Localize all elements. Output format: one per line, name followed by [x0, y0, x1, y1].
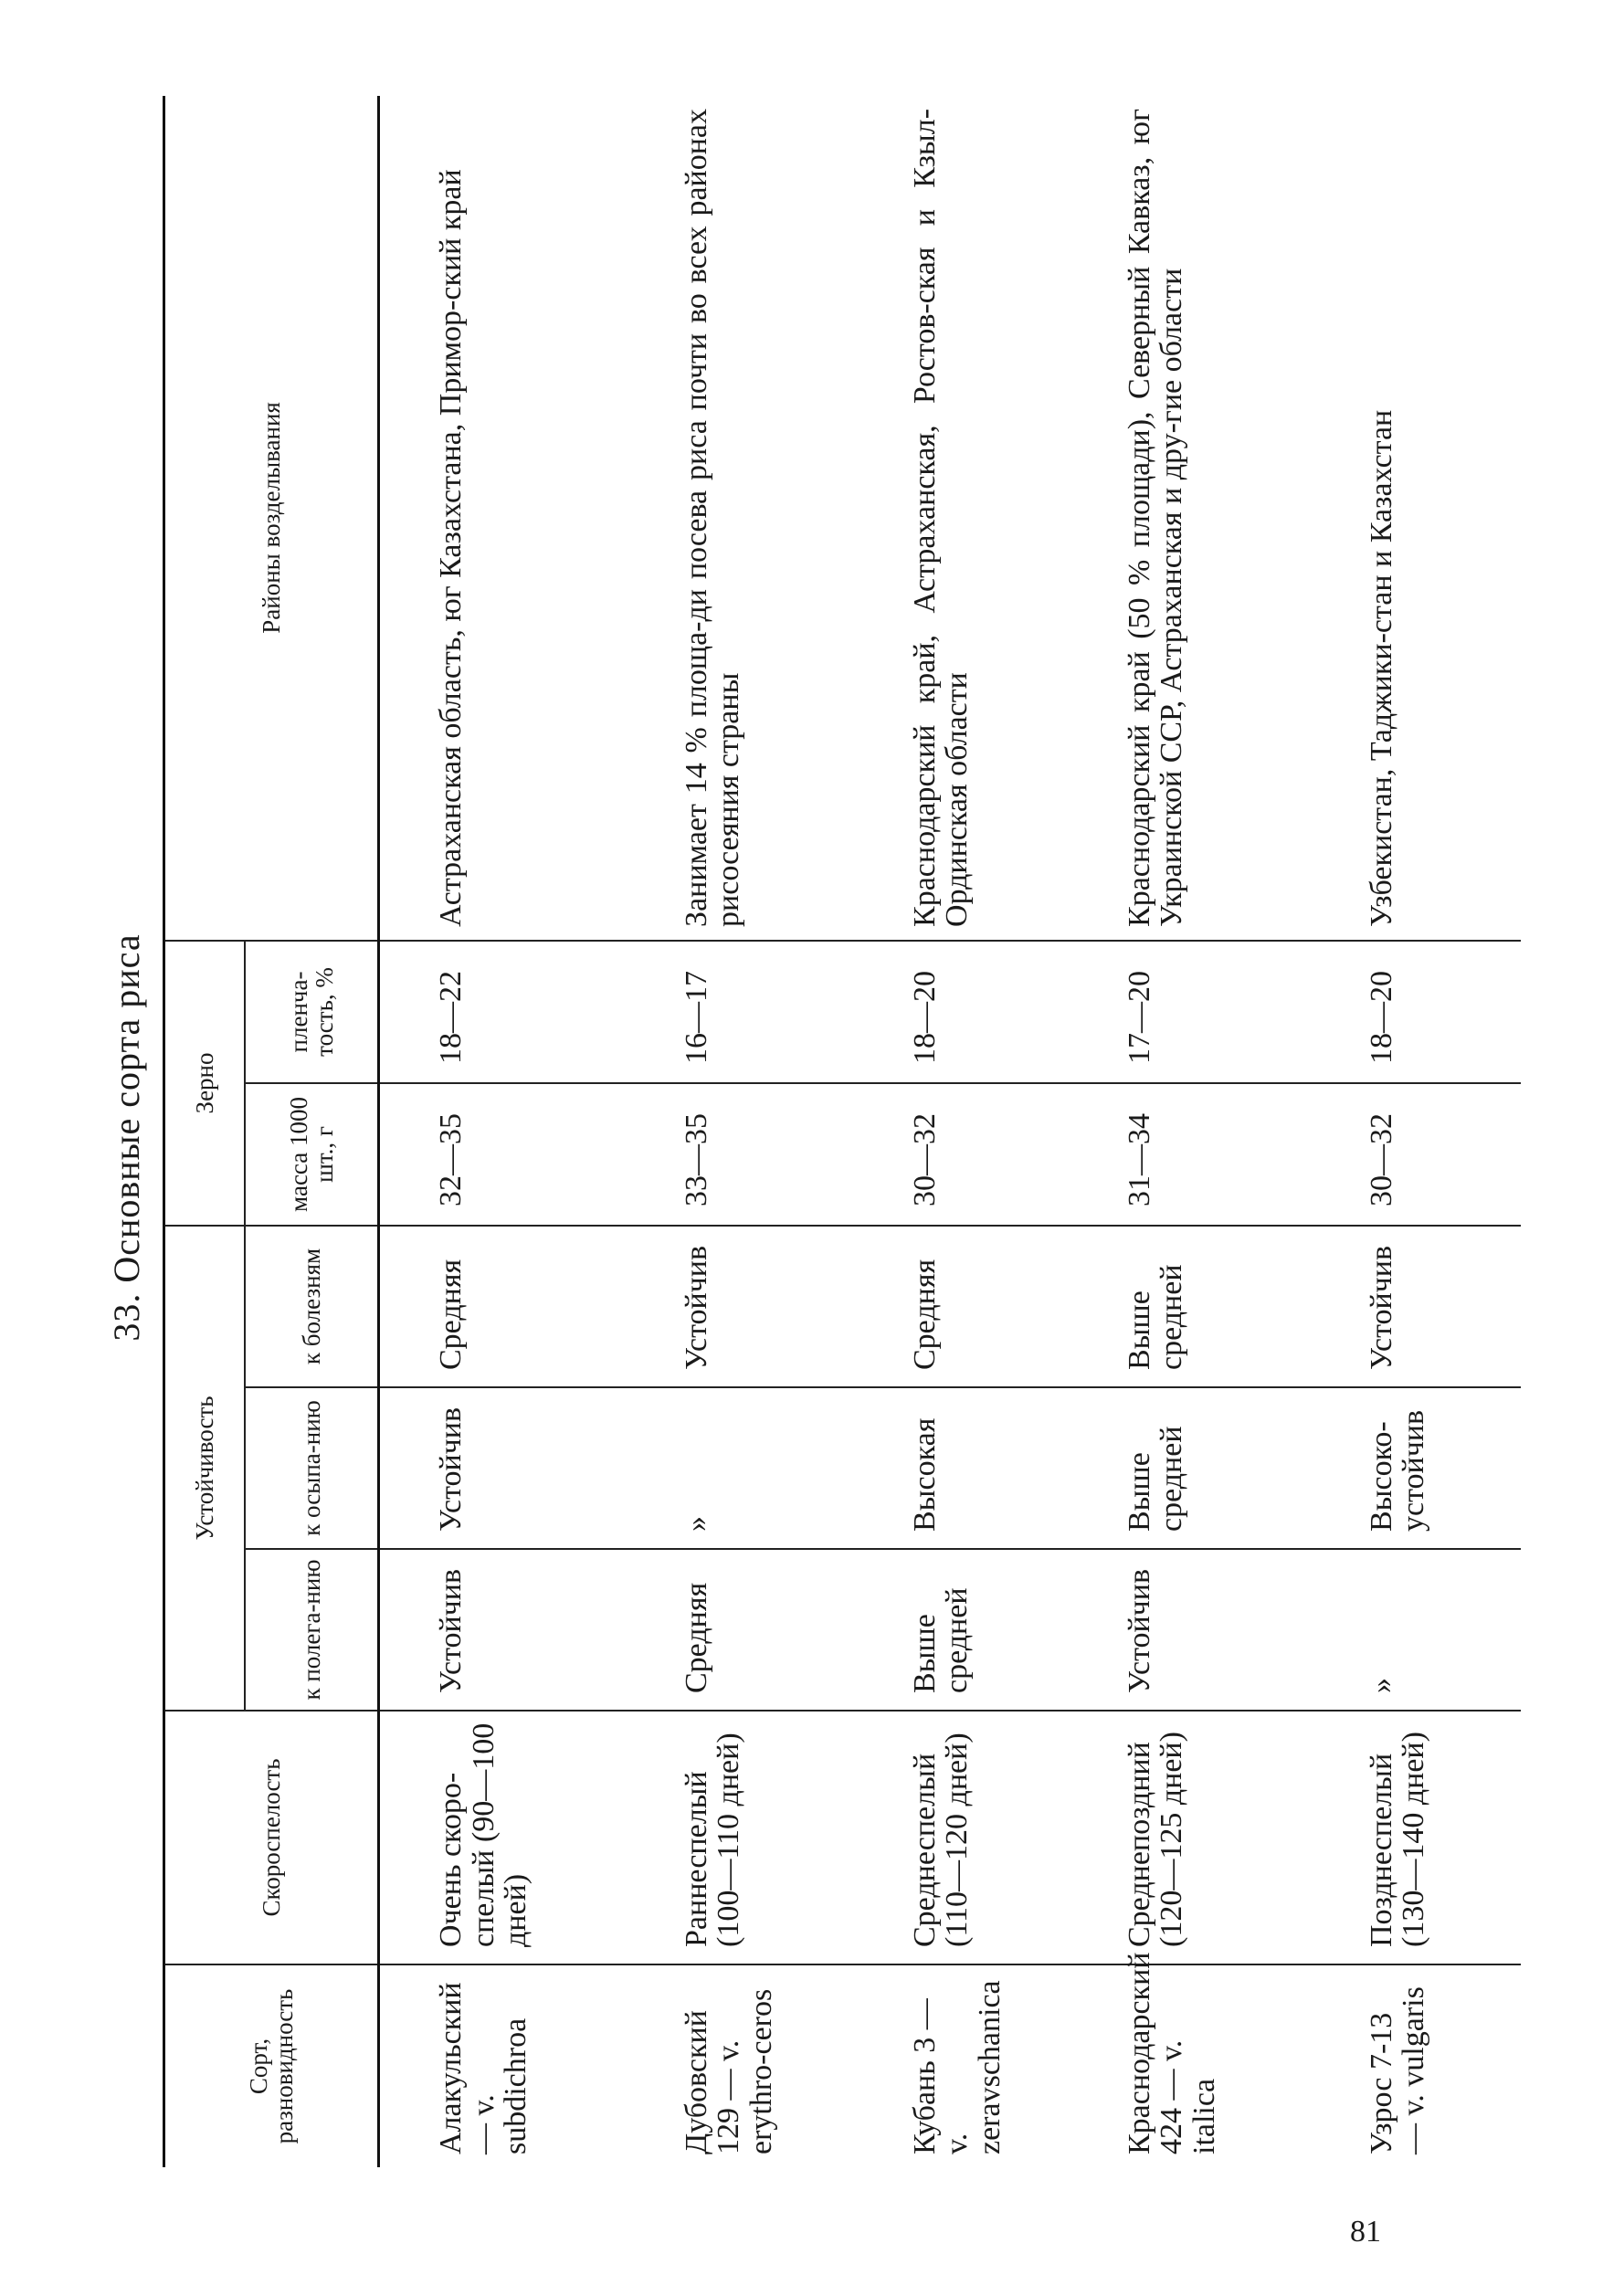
- cell-disease: Устойчив: [1311, 1226, 1521, 1387]
- cell-lodging: »: [1311, 1549, 1521, 1711]
- header-ripeness: Скороспелость: [164, 1711, 379, 1964]
- cell-mass: 33—35: [626, 1083, 854, 1226]
- header-disease: к болезням: [245, 1226, 379, 1387]
- page-number: 81: [1350, 2215, 1381, 2249]
- cell-mass: 30—32: [854, 1083, 1069, 1226]
- cell-regions: Краснодарский край, Астраханская, Ростов-ская и Кзыл-Ординская области: [854, 96, 1069, 941]
- cell-shedding: Устойчив: [379, 1387, 626, 1549]
- cell-ripeness: Среднеспелый (110—120 дней): [854, 1711, 1069, 1964]
- cell-disease: Средняя: [854, 1226, 1069, 1387]
- header-grain: Зерно: [164, 941, 245, 1226]
- table-row: [626, 96, 854, 2167]
- cell-regions: Узбекистан, Таджики-стан и Казахстан: [1311, 96, 1521, 941]
- cell-husk: 18—20: [854, 941, 1069, 1083]
- cell-husk: 17—20: [1069, 941, 1311, 1083]
- cell-lodging: Выше средней: [854, 1549, 1069, 1711]
- cell-husk: 16—17: [626, 941, 854, 1083]
- cell-regions: Краснодарский край (50 % площади), Северный Кавказ, юг Украинской ССР, Астраханская и дру-гие области: [1069, 96, 1311, 941]
- header-mass: масса 1000 шт., г: [245, 1083, 379, 1226]
- cell-shedding: Выше средней: [1069, 1387, 1311, 1549]
- cell-variety: Дубовский 129 — v. erythro-ceros: [679, 1988, 778, 2154]
- cell-variety: Алакульский — v. subdichroa: [434, 1982, 533, 2154]
- cell-husk: 18—20: [1311, 941, 1521, 1083]
- cell-regions: Занимает 14 % площа-ди посева риса почти во всех районах рисосеяния страны: [626, 96, 854, 941]
- cell-ripeness: Позднеспелый (130—140 дней): [1311, 1711, 1521, 1964]
- table-row: [379, 96, 626, 2167]
- cell-ripeness: Среднепоздний (120—125 дней): [1069, 1711, 1311, 1964]
- cell-variety: Узрос 7-13 — v. vulgaris: [1364, 1986, 1431, 2154]
- header-variety: Сорт, разновидность: [164, 1964, 379, 2167]
- header-shedding: к осыпа-нию: [245, 1387, 379, 1549]
- cell-disease: Устойчив: [626, 1226, 854, 1387]
- cell-disease: Выше средней: [1069, 1226, 1311, 1387]
- cell-variety: Кубань 3 — v. zeravschanica: [907, 1980, 1007, 2154]
- cell-variety: Краснодарский 424 — v. italica: [1122, 1952, 1221, 2154]
- cell-disease: Средняя: [379, 1226, 626, 1387]
- table-row: [1069, 96, 1311, 2167]
- cell-mass: 32—35: [379, 1083, 626, 1226]
- header-husk: пленча-тость, %: [245, 941, 379, 1083]
- cell-mass: 31—34: [1069, 1083, 1311, 1226]
- cell-regions: Астраханская область, юг Казахстана, Примор-ский край: [379, 96, 626, 941]
- table-row: [1311, 96, 1521, 2167]
- table-caption: 33. Основные сорта риса: [106, 933, 147, 1342]
- cell-ripeness: Раннеспелый (100—110 дней): [626, 1711, 854, 1964]
- cell-lodging: Устойчив: [1069, 1549, 1311, 1711]
- cell-mass: 30—32: [1311, 1083, 1521, 1226]
- cell-shedding: »: [626, 1387, 854, 1549]
- cell-lodging: Устойчив: [379, 1549, 626, 1711]
- cell-shedding: Высоко-устойчив: [1311, 1387, 1521, 1549]
- header-resistance: Устойчивость: [164, 1226, 245, 1711]
- cell-husk: 18—22: [379, 941, 626, 1083]
- cell-shedding: Высокая: [854, 1387, 1069, 1549]
- header-lodging: к полега-нию: [245, 1549, 379, 1711]
- rice-varieties-table: [163, 96, 1521, 2167]
- cell-lodging: Средняя: [626, 1549, 854, 1711]
- table-row: [854, 96, 1069, 2167]
- cell-ripeness: Очень скоро-спелый (90—100 дней): [379, 1711, 626, 1964]
- header-regions: Районы возделывания: [164, 96, 379, 941]
